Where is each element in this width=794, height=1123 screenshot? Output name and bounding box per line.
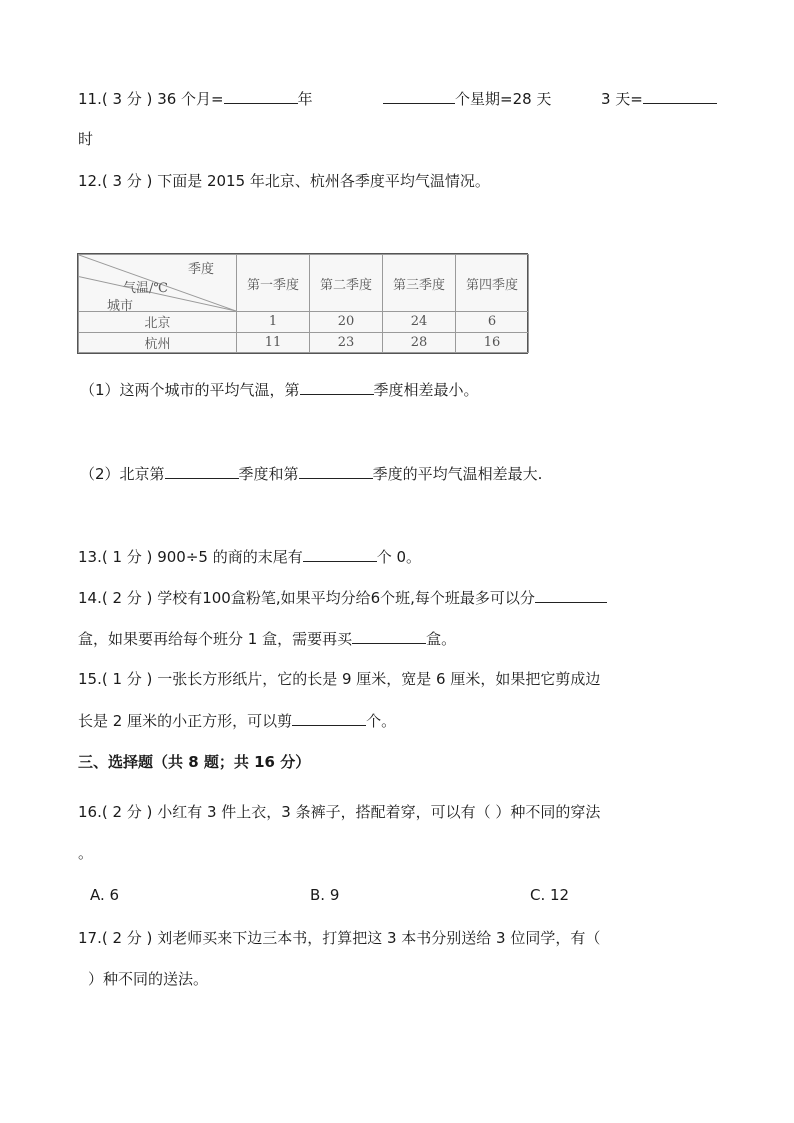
temperature-table	[77, 253, 528, 354]
question-text: 小红有 3 件上衣，3 条裤子，搭配着穿，可以有（ ）种不同的穿法	[157, 803, 601, 821]
question-text: 个 0。	[376, 548, 422, 566]
question-text: 年	[297, 90, 313, 108]
value-cell: 23	[310, 332, 383, 353]
question-text: 时	[78, 130, 94, 148]
answer-blank[interactable]	[165, 463, 239, 479]
header-season-label: 季度	[187, 262, 214, 277]
question-text: 盒，如果要再给每个班分 1 盒，需要再买	[78, 630, 353, 648]
question-12-sub1	[80, 379, 479, 400]
column-header: 第一季度	[237, 255, 310, 312]
question-11-part3	[601, 88, 717, 109]
question-text: 一张长方形纸片，它的长是 9 厘米，宽是 6 厘米，如果把它剪成边	[157, 670, 601, 688]
header-city-label: 城市	[107, 299, 134, 314]
question-16-wrap	[78, 843, 93, 863]
question-12	[78, 171, 490, 191]
question-text: 36 个月=	[157, 90, 224, 108]
column-header: 第三季度	[383, 255, 456, 312]
question-text: 。	[78, 844, 94, 862]
value-cell: 20	[310, 312, 383, 333]
section-heading: 三、选择题（共 8 题；共 16 分）	[78, 753, 311, 771]
question-text: 盒。	[426, 630, 457, 648]
question-text: 刘老师买来下边三本书，打算把这 3 本书分别送给 3 位同学，有（	[157, 929, 601, 947]
question-text: 长是 2 厘米的小正方形，可以剪	[78, 712, 293, 730]
question-15-wrap	[78, 710, 396, 731]
option-a[interactable]: A. 6	[90, 886, 120, 904]
question-text: 季度的平均气温相差最大.	[372, 465, 543, 483]
value-cell: 28	[383, 332, 456, 353]
question-score: ( 3 分 )	[101, 172, 153, 190]
question-text: 个星期=28 天	[455, 90, 552, 108]
question-12-sub2	[80, 463, 542, 484]
question-score: ( 3 分 )	[101, 90, 153, 108]
answer-blank[interactable]	[292, 710, 366, 726]
question-16	[78, 802, 600, 822]
value-cell: 1	[237, 312, 310, 333]
question-number: 17.	[78, 929, 102, 947]
column-header: 第四季度	[456, 255, 529, 312]
answer-blank[interactable]	[643, 88, 717, 104]
table-header-diagonal-cell	[79, 255, 237, 312]
answer-blank[interactable]	[303, 546, 377, 562]
table-row	[79, 312, 529, 333]
answer-blank[interactable]	[352, 628, 426, 644]
question-text: 季度和第	[238, 465, 299, 483]
question-score: ( 2 分 )	[101, 803, 153, 821]
question-number: 16.	[78, 803, 102, 821]
answer-blank[interactable]	[299, 463, 373, 479]
city-cell: 北京	[79, 312, 237, 333]
question-13	[78, 546, 421, 567]
question-number: 12.	[78, 172, 102, 190]
question-17	[78, 928, 600, 948]
question-score: ( 1 分 )	[101, 670, 153, 688]
value-cell: 24	[383, 312, 456, 333]
question-text: ）种不同的送法。	[88, 970, 209, 988]
table-row	[79, 332, 529, 353]
question-number: 15.	[78, 670, 102, 688]
value-cell: 6	[456, 312, 529, 333]
question-15	[78, 669, 600, 689]
question-text: 900÷5 的商的末尾有	[157, 548, 303, 566]
answer-blank[interactable]	[535, 587, 607, 603]
question-text: 季度相差最小。	[373, 381, 479, 399]
value-cell: 11	[237, 332, 310, 353]
value-cell: 16	[456, 332, 529, 353]
city-cell: 杭州	[79, 332, 237, 353]
answer-blank[interactable]	[383, 88, 455, 104]
question-11-part2	[383, 88, 551, 109]
option-b[interactable]: B. 9	[310, 886, 340, 904]
question-text: （2）北京第	[80, 465, 165, 483]
column-header: 第二季度	[310, 255, 383, 312]
question-text: 个。	[366, 712, 397, 730]
question-14	[78, 587, 607, 608]
question-text: 3 天=	[601, 90, 643, 108]
question-number: 13.	[78, 548, 102, 566]
question-score: ( 2 分 )	[101, 929, 153, 947]
question-text: 学校有100盒粉笔,如果平均分给6个班,每个班最多可以分	[157, 589, 535, 607]
question-11-wrap	[78, 129, 93, 149]
question-score: ( 1 分 )	[101, 548, 153, 566]
question-14-wrap	[78, 628, 456, 649]
option-c[interactable]: C. 12	[530, 886, 570, 904]
question-score: ( 2 分 )	[101, 589, 153, 607]
question-text: （1）这两个城市的平均气温，第	[80, 381, 300, 399]
question-17-wrap	[88, 969, 208, 989]
question-11	[78, 88, 313, 109]
question-number: 14.	[78, 589, 102, 607]
answer-blank[interactable]	[224, 88, 298, 104]
question-number: 11.	[78, 90, 102, 108]
answer-blank[interactable]	[300, 379, 374, 395]
question-text: 下面是 2015 年北京、杭州各季度平均气温情况。	[157, 172, 490, 190]
header-temperature-label: 气温/℃	[123, 281, 168, 296]
